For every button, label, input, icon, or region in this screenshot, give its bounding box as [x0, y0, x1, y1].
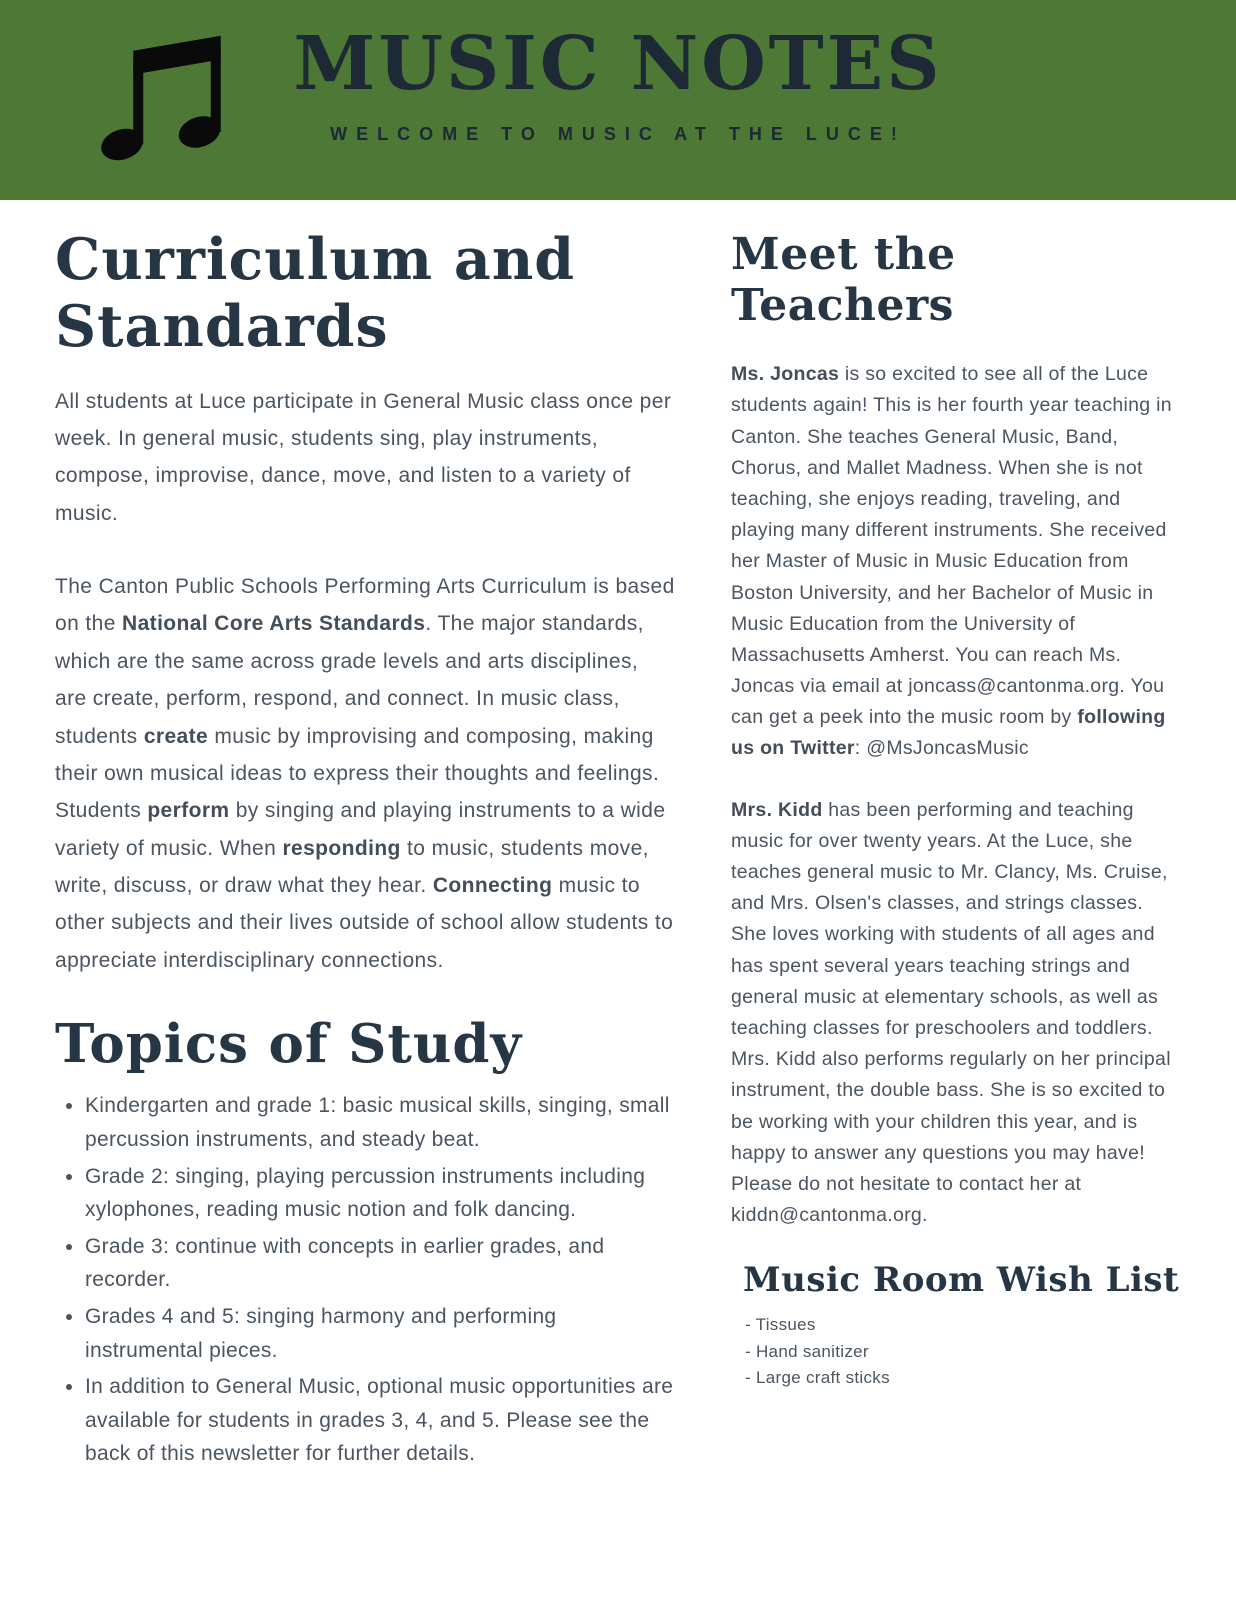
list-item: • In addition to General Music, optional music opportunities are available for students in grades 3, 4, and 5. Please see the back of this newsletter for further details.: [85, 1370, 675, 1471]
newsletter-body: [0, 200, 1236, 1474]
section-title-curriculum-standards: Curriculum and Standards: [55, 226, 576, 361]
section-title-music-room-wish-list: Music Room Wish List: [743, 1260, 1180, 1301]
newsletter-title: MUSIC NOTES: [293, 21, 943, 107]
topics-of-study-list: [55, 1089, 675, 1471]
list-item: • Kindergarten and grade 1: basic musical skills, singing, small percussion instruments, and steady beat.: [85, 1089, 675, 1156]
wish-list: [731, 1312, 1181, 1391]
paragraph: All students at Luce participate in General Music class once per week. In general music, students sing, play instruments, compose, improvise, dance, move, and listen to a variety of music.: [55, 389, 672, 525]
list-item: - Hand sanitizer: [745, 1341, 869, 1361]
teachers-paragraphs: [731, 359, 1181, 1231]
music-note-icon: [92, 22, 242, 172]
curriculum-paragraphs: [55, 383, 675, 980]
list-item: • Grade 3: continue with concepts in earlier grades, and recorder.: [85, 1230, 675, 1297]
list-item: - Tissues: [745, 1315, 816, 1335]
banner-text-block: [240, 0, 996, 200]
list-item: - Large craft sticks: [745, 1368, 890, 1388]
paragraph: The Canton Public Schools Performing Arts Curriculum is based on the National Core Arts Standards. The major standards, which are the same across grade levels and arts disciplines, are create, perform, respond, and connect. In music class, students create music by improvising and composing, making their own musical ideas to express their thoughts and feelings. Students perform by singing and playing instruments to a wide variety of music. When responding to music, students move, write, discuss, or draw what they hear. Connecting music to other subjects and their lives outside of school allow students to appreciate interdisciplinary connections.: [55, 575, 675, 972]
list-item: • Grades 4 and 5: singing harmony and performing instrumental pieces.: [85, 1300, 675, 1367]
header-banner: [0, 0, 1236, 200]
right-column: [731, 200, 1181, 1474]
list-item: • Grade 2: singing, playing percussion instruments including xylophones, reading music notion and folk dancing.: [85, 1160, 675, 1227]
paragraph: Mrs. Kidd has been performing and teaching music for over twenty years. At the Luce, she teaches general music to Mr. Clancy, Ms. Cruise, and Mrs. Olsen's classes, and strings classes. She loves working with students of all ages and has spent several years teaching strings and general music at elementary schools, as well as teaching classes for preschoolers and toddlers. Mrs. Kidd also performs regularly on her principal instrument, the double bass. She is so excited to be working with your children this year, and is happy to answer any questions you may have! Please do not hesitate to contact her at kiddn@cantonma.org.: [731, 798, 1171, 1227]
section-title-meet-the-teachers: Meet the Teachers: [731, 229, 956, 331]
newsletter-subtitle: WELCOME TO MUSIC AT THE LUCE!: [330, 123, 906, 144]
paragraph: Ms. Joncas is so excited to see all of the Luce students again! This is her fourth year teaching in Canton. She teaches General Music, Band, Chorus, and Mallet Madness. When she is not teaching, she enjoys reading, traveling, and playing many different instruments. She received her Master of Music in Music Education from Boston University, and her Bachelor of Music in Music Education from the University of Massachusetts Amherst. You can reach Ms. Joncas via email at joncass@cantonma.org. You can get a peek into the music room by following us on Twitter: @MsJoncasMusic: [731, 363, 1172, 760]
section-title-topics-of-study: Topics of Study: [55, 1013, 523, 1076]
left-column: [55, 200, 675, 1474]
